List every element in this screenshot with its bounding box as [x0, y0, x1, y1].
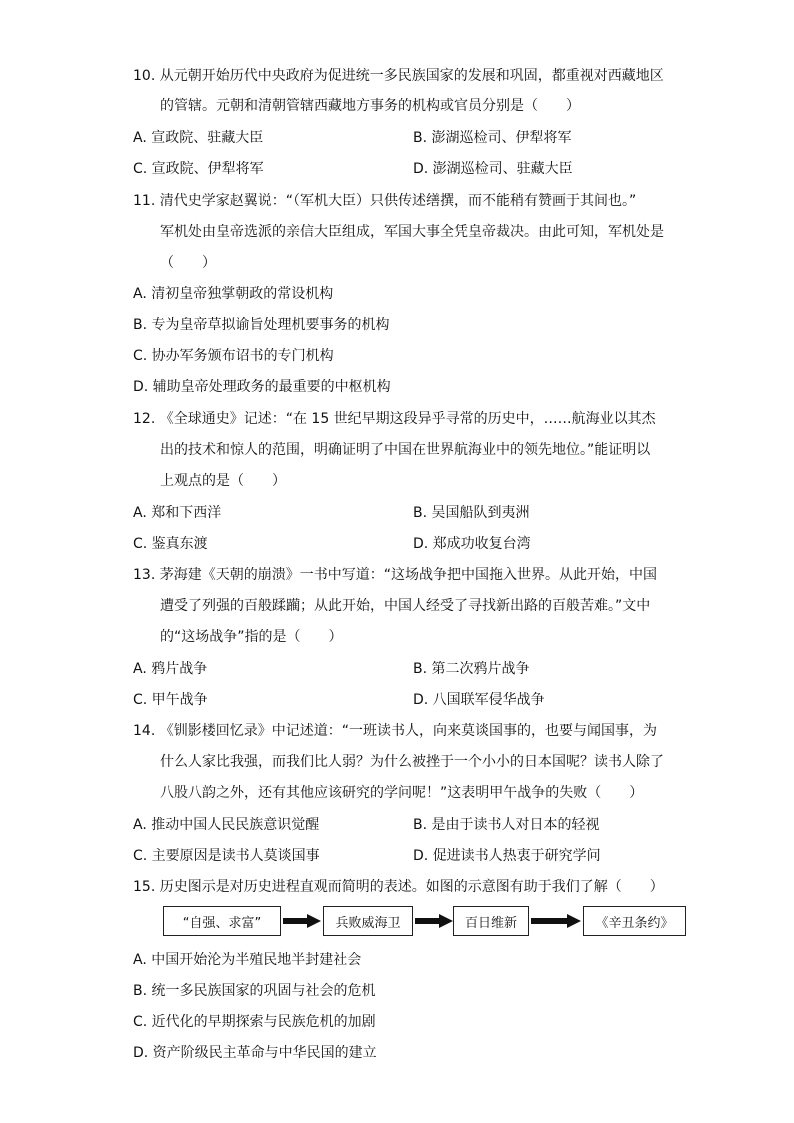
question-12-line-2: 出的技术和惊人的范围，明确证明了中国在世界航海业中的领先地位。”能证明以 [160, 442, 651, 458]
question-11-option-a[interactable]: A. 清初皇帝独掌朝政的常设机构 [133, 286, 334, 302]
question-12-option-a[interactable]: A. 郑和下西洋 [133, 505, 222, 521]
question-13-option-b[interactable]: B. 第二次鸦片战争 [413, 661, 530, 677]
question-15-option-d[interactable]: D. 资产阶级民主革命与中华民国的建立 [133, 1045, 377, 1061]
question-12-option-d[interactable]: D. 郑成功收复台湾 [413, 536, 531, 552]
question-15-option-a[interactable]: A. 中国开始沦为半殖民地半封建社会 [133, 952, 362, 968]
arrow-right-icon [283, 914, 321, 928]
question-14-line-1: 14. 《钏影楼回忆录》中记述道：“一班读书人，向来莫谈国事的，也要与闻国事，为 [133, 723, 657, 739]
question-13-line-3: 的“这场战争”指的是（ ） [160, 629, 343, 645]
question-12-option-c[interactable]: C. 鉴真东渡 [133, 536, 208, 552]
question-10-line-1: 10. 从元朝开始历代中央政府为促进统一多民族国家的发展和巩固，都重视对西藏地区 [133, 68, 664, 84]
question-11-line-2: 军机处由皇帝选派的亲信大臣组成，军国大事全凭皇帝裁决。由此可知，军机处是 [160, 224, 664, 240]
question-11-line-1: 11. 清代史学家赵翼说：“（军机大臣）只供传述缮撰，而不能稍有赞画于其间也。” [133, 193, 637, 209]
question-12-line-3: 上观点的是（ ） [160, 473, 286, 489]
question-15-option-b[interactable]: B. 统一多民族国家的巩固与社会的危机 [133, 983, 376, 999]
question-14-option-d[interactable]: D. 促进读书人热衷于研究学问 [413, 848, 601, 864]
question-13-line-1: 13. 茅海建《天朝的崩溃》一书中写道：“这场战争把中国拖入世界。从此开始，中国 [133, 567, 657, 583]
question-13-option-d[interactable]: D. 八国联军侵华战争 [413, 692, 545, 708]
question-10-option-c[interactable]: C. 宣政院、伊犁将军 [133, 161, 264, 177]
arrow-right-icon [415, 914, 453, 928]
flow-box-3: 百日维新 [453, 906, 529, 936]
flow-diagram [163, 906, 688, 940]
question-11-option-c[interactable]: C. 协办军务颁布诏书的专门机构 [133, 348, 334, 364]
question-14-option-c[interactable]: C. 主要原因是读书人莫谈国事 [133, 848, 320, 864]
question-14-line-2: 什么人家比我强，而我们比人弱？为什么被挫于一个小小的日本国呢？读书人除了 [160, 754, 664, 770]
question-10-option-b[interactable]: B. 澎湖巡检司、伊犁将军 [413, 130, 572, 146]
question-14-option-b[interactable]: B. 是由于读书人对日本的轻视 [413, 817, 600, 833]
question-14-option-a[interactable]: A. 推动中国人民民族意识觉醒 [133, 817, 320, 833]
question-11-option-d[interactable]: D. 辅助皇帝处理政务的最重要的中枢机构 [133, 379, 391, 395]
flow-box-2: 兵败威海卫 [323, 906, 413, 936]
question-15-line-1: 15. 历史图示是对历史进程直观而简明的表述。如图的示意图有助于我们了解（ ） [133, 879, 664, 895]
question-13-option-c[interactable]: C. 甲午战争 [133, 692, 208, 708]
question-11-option-b[interactable]: B. 专为皇帝草拟谕旨处理机要事务的机构 [133, 317, 390, 333]
question-11-line-3: （ ） [160, 255, 216, 271]
arrow-right-icon [531, 914, 581, 928]
question-10-option-a[interactable]: A. 宣政院、驻藏大臣 [133, 130, 264, 146]
question-10-option-d[interactable]: D. 澎湖巡检司、驻藏大臣 [413, 161, 573, 177]
question-12-line-1: 12. 《全球通史》记述：“在 15 世纪早期这段异乎寻常的历史中，……航海业以其杰 [133, 411, 656, 427]
question-15-option-c[interactable]: C. 近代化的早期探索与民族危机的加剧 [133, 1014, 376, 1030]
question-10-line-2: 的管辖。元朝和清朝管辖西藏地方事务的机构或官员分别是（ ） [160, 98, 580, 114]
flow-box-1: “自强、求富” [163, 906, 281, 936]
question-13-option-a[interactable]: A. 鸦片战争 [133, 661, 208, 677]
question-14-line-3: 八股八韵之外，还有其他应该研究的学问呢！”这表明甲午战争的失败（ ） [160, 785, 644, 801]
flow-box-4: 《辛丑条约》 [583, 906, 686, 936]
question-13-line-2: 遭受了列强的百般蹂躏；从此开始，中国人经受了寻找新出路的百般苦难。”文中 [160, 598, 651, 614]
question-12-option-b[interactable]: B. 吴国船队到夷洲 [413, 505, 530, 521]
